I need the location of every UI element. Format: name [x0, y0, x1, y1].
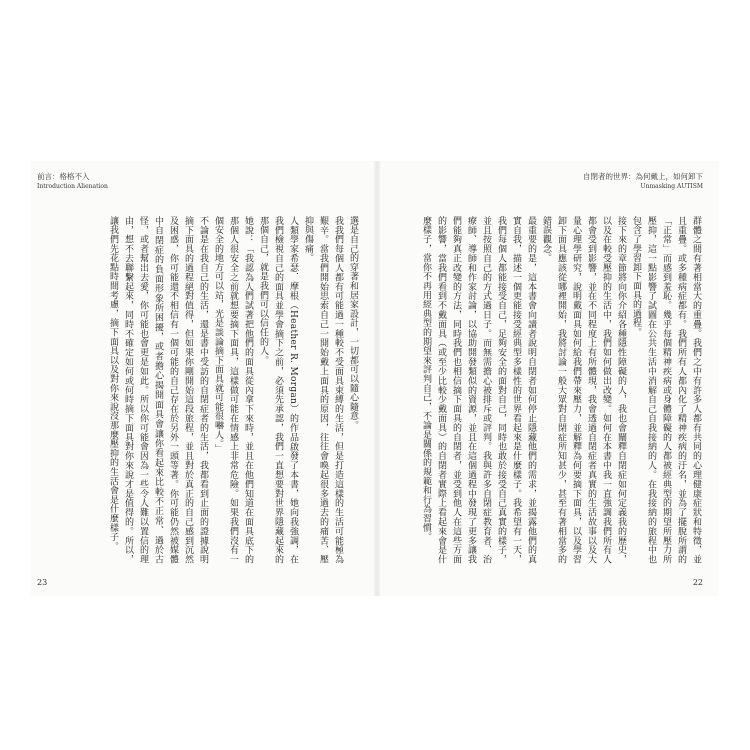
right-running-header	[583, 172, 703, 192]
right-page-number: 22	[692, 578, 703, 587]
right-page-body-text: 群體之間有著相當大的重疊。我們之中有許多人都有共同的心理健康症狀和特徵，並且重疊。或多種病症都有。我們所有人都內化了精神疾病的汙名，並為了擺脫所謂的「正常」而感到羞恥。幾乎每個精神疾病或身體障礙的人都被經典型的期望所壓力所壓抑，這一點影響了試圖在公共生活中消解自己自我接納的人。在我接納的旅程中也包含了學習卸下面具的過程。 接下來的章節將向你介紹各種隱性障礙的人，我也會闡釋自閉症如何定義我的歷史，以及在較受壓抑的生活中，我們如何做出改變。如何在本書中我一直強調我們所有人都會受到影響，並在不同程度上有所體現，我會透過自閉症者真實的生活故事以及大量心理學研究，說明戴面具如何給我們帶來壓力，並解釋為何要摘下面具，以及學習卸下面具應該從哪裡開始，我將討論一般大眾對自閉症所知甚少，甚至有著相當多的錯誤觀念。 最重要的是，這本書會向讀者說明自閉者如何停止隱藏他們的需求，並揭露他們的真實自我，描述一個更能接受經典型多樣性的世界看起來是什麼樣子。我希望有一天，我們每個人都能接受自己，足夠安全的面對自己，同時也敢於接受自己真實的樣子，並且按照自己的方式過日子。而無需擔心被排斥或評判。我與許多自閉症教育者、治療師、導師和作家討論，以協助開發類似的資源，並且在這個過程中發現了更多讓我們能夠真正改變的方法，同時我們也相信摘下面具的自閉者，並受到他人在這些方面的影響，當我們看到不戴面具（或至少比較少戴面具）的自閉者實際上看起來會是什麼樣子，當你不再用經典型的期望來評判自己，不論是關係的規範和行為習慣。	[421, 216, 701, 564]
left-running-header	[37, 172, 108, 192]
left-header-chinese: 前言：格格不入	[37, 172, 90, 181]
left-page-number: 23	[37, 578, 48, 587]
book-gutter	[374, 161, 380, 596]
book-spread	[31, 161, 719, 596]
left-header-english: Introduction Alienation	[37, 183, 108, 190]
right-header-chinese: 自閉者的世界：為何戴上，如何卸下	[583, 172, 703, 181]
right-header-english: Unmasking AUTISM	[640, 183, 703, 190]
left-page-body-text: 選是自己的穿著和居家設計，一切都可以隨心隨意。 我我們每個人都有可能過一種較不受面具束縛的生活，但是打造這樣的生活可能極為艱辛。當我們開始思索自己一開始戴上面具的原因，往往會喚起很多過去的痛苦、壓抑與傷痛。 人類學家希瑟．摩根（Heather R. Morgan）的作品啟發了本書，她向我強調，在我們檢視自己的面具並學會摘下之前，必須先承認，我們一直想要對世界隱藏起來的那個自己，就是我們可以信任的人。 她說：「我認為人們試著把他們的面具從內拿下來時，並且在他們知道在面具底下的那個人很安全之前就想要摘下面具，這樣做可能在情感上非常危險。如果我們沒有一個安全的地方可以站，光是談論摘下面具就可能很嚇人。」 不論是在我自己的生活，還是書中受訪的自閉症者的生活，我都看到止面的證據說明摘下面具的過程絕對值得，但如果你剛開始這段旅程，並且對於真正的自己感到沉然及困惑，你可能還不相信有一個可能的自己存在於另外一頭等著。你可能仍然被媒體中自閉症的負面形象所困擾，或者擔心揭開面具會讓你看起來比較不正常、過於古怪，或者幫出去愛，你可能也會更是如此。所以你可能會因為一些令人難以置信的理由，想不去聯繫起來，同時不確定如何或何時摘下面具對你來說才是值得的。所以，讓我們先花點時間考慮，摘下面具以及對你來說沒那麼壓抑的生活會是什麼樣子。	[108, 216, 358, 564]
